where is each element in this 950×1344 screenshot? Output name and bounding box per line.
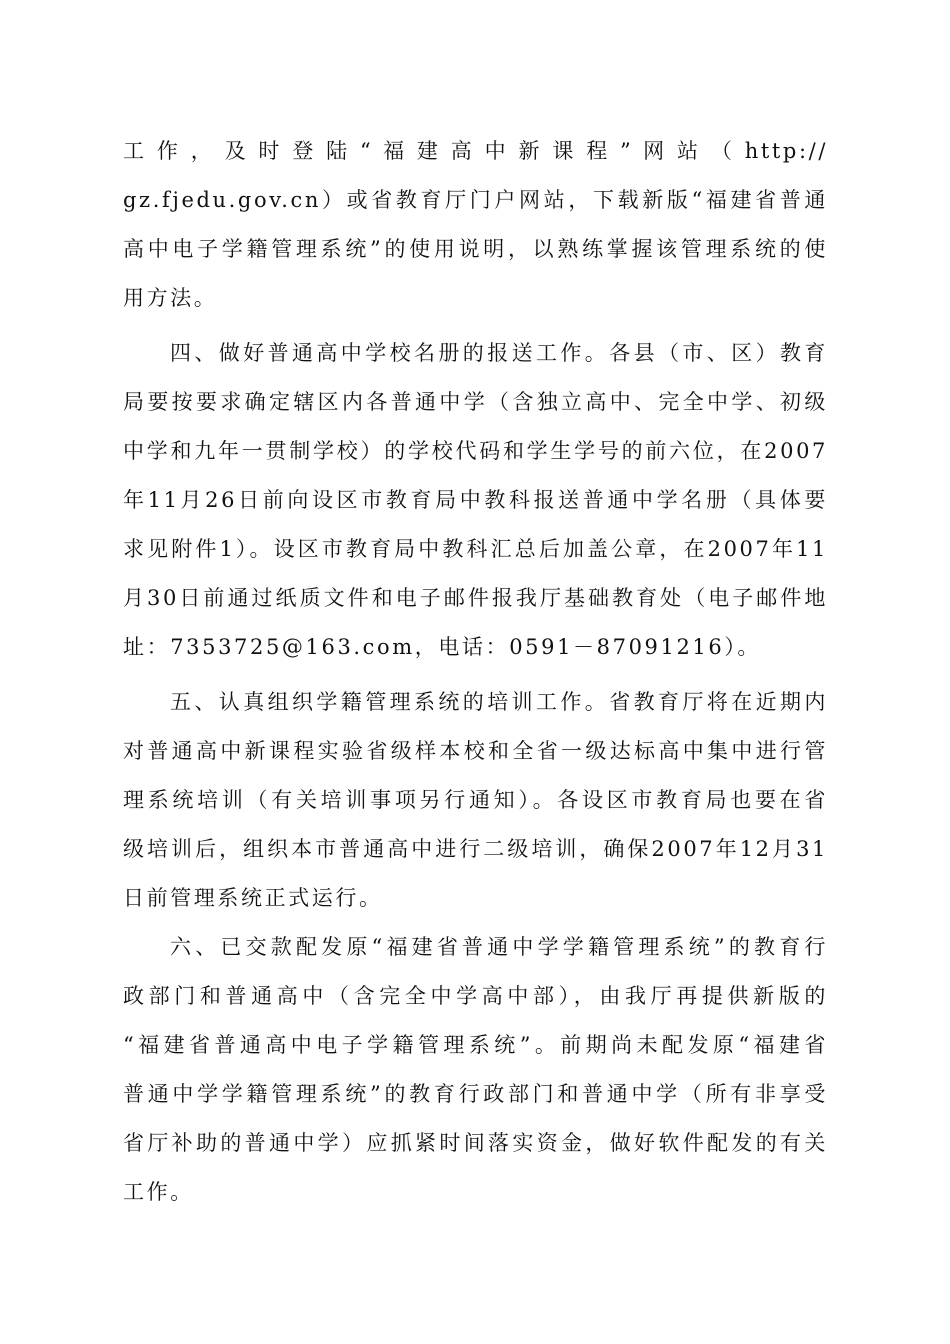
text-line: 工 作 ， 及 时 登 陆 “ 福 建 高 中 新 课 程 ” 网 站 （ http://: [123, 139, 828, 163]
text-line: 求见附件1）。设区市教育局中教科汇总后加盖公章，在2007年11: [123, 537, 828, 561]
text-line: 对普通高中新课程实验省级样本校和全省一级达标高中集中进行管: [123, 739, 828, 763]
paragraph-6-start: 六、已交款配发原“福建省普通中学学籍管理系统”的教育行: [170, 935, 828, 959]
text-line: 级培训后，组织本市普通高中进行二级培训，确保2007年12月31: [123, 837, 828, 861]
text-line: 用方法。: [123, 286, 218, 310]
text-line: 理系统培训（有关培训事项另行通知）。各设区市教育局也要在省: [123, 788, 828, 812]
text-line: 高中电子学籍管理系统”的使用说明，以熟练掌握该管理系统的使: [123, 237, 828, 261]
paragraph-4-start: 四、做好普通高中学校名册的报送工作。各县（市、区）教育: [170, 341, 828, 365]
text-line: 局要按要求确定辖区内各普通中学（含独立高中、完全中学、初级: [123, 390, 828, 414]
paragraph-5-start: 五、认真组织学籍管理系统的培训工作。省教育厅将在近期内: [170, 690, 828, 714]
text-line: 普通中学学籍管理系统”的教育行政部门和普通中学（所有非享受: [123, 1082, 828, 1106]
text-line: 址：7353725@163.com，电话：0591－87091216）。: [123, 635, 762, 659]
text-line: gz.fjedu.gov.cn）或省教育厅门户网站，下载新版“福建省普通: [123, 188, 828, 212]
text-line: 中学和九年一贯制学校）的学校代码和学生学号的前六位，在2007: [123, 439, 828, 463]
text-line: 工作。: [123, 1180, 194, 1204]
text-line: 月30日前通过纸质文件和电子邮件报我厅基础教育处（电子邮件地: [123, 586, 828, 610]
text-line: 政部门和普通高中（含完全中学高中部），由我厅再提供新版的: [123, 984, 828, 1008]
text-line: 省厅补助的普通中学）应抓紧时间落实资金，做好软件配发的有关: [123, 1131, 828, 1155]
text-line: 日前管理系统正式运行。: [123, 886, 383, 910]
text-line: “福建省普通高中电子学籍管理系统”。前期尚未配发原“福建省: [123, 1033, 828, 1057]
text-line: 年11月26日前向设区市教育局中教科报送普通中学名册（具体要: [123, 488, 828, 512]
